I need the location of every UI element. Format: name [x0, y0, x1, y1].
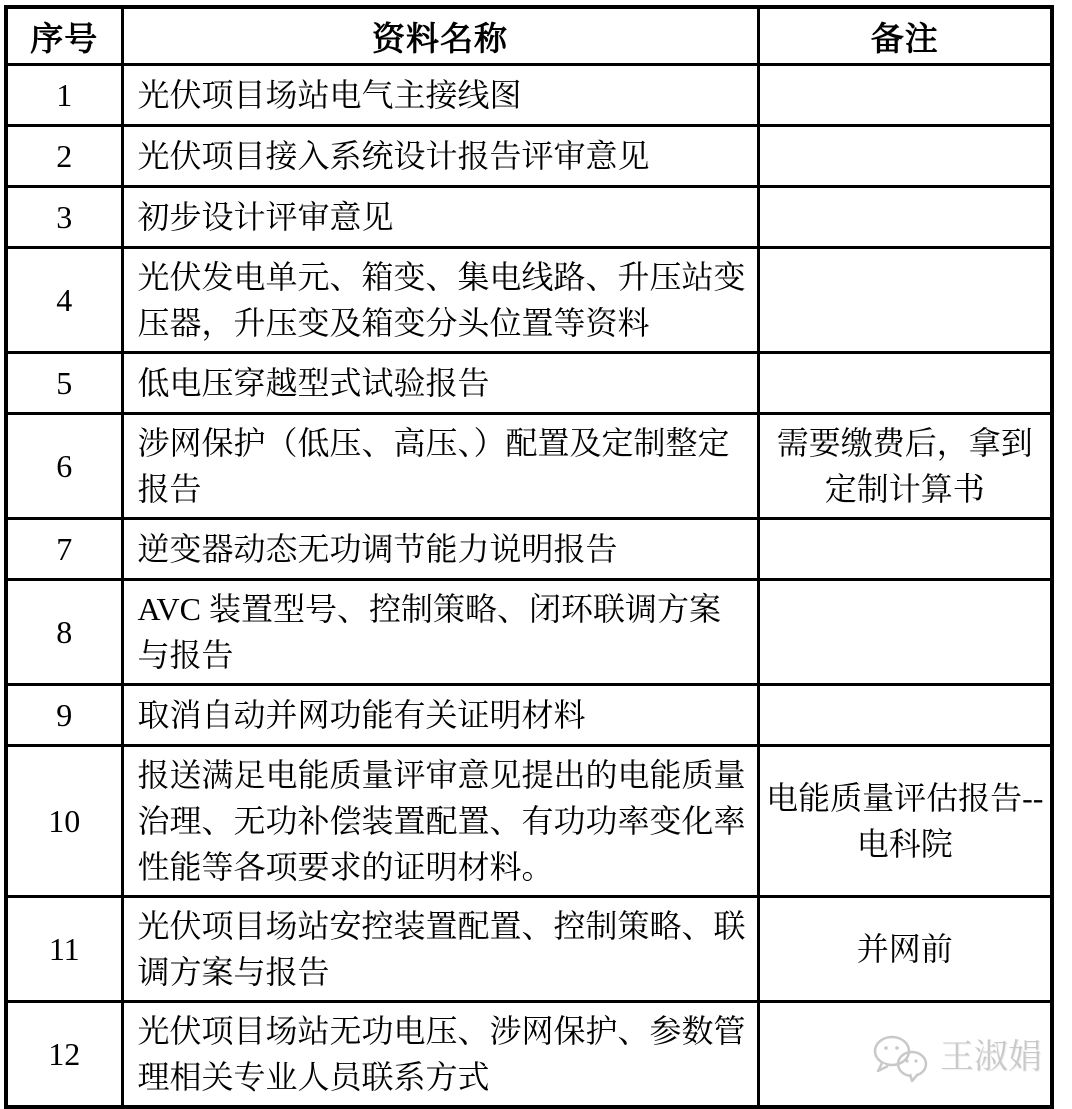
row-number-cell: 11	[6, 897, 122, 1002]
material-name-cell: 光伏项目场站无功电压、涉网保护、参数管理相关专业人员联系方式	[122, 1002, 758, 1108]
material-name-cell: 涉网保护（低压、高压、）配置及定制整定报告	[122, 414, 758, 519]
remark-text: 需要缴费后，拿到定制计算书	[776, 425, 1033, 507]
header-row	[6, 7, 1052, 65]
material-name-cell: 光伏项目场站安控装置配置、控制策略、联调方案与报告	[122, 897, 758, 1002]
material-name-cell: AVC 装置型号、控制策略、闭环联调方案与报告	[122, 580, 758, 685]
table-row	[6, 248, 1052, 353]
remark-cell	[758, 1002, 1052, 1108]
remark-cell	[758, 353, 1052, 414]
remark-cell	[758, 580, 1052, 685]
row-number-cell: 7	[6, 519, 122, 580]
remark-cell	[758, 685, 1052, 746]
material-name-cell: 初步设计评审意见	[122, 187, 758, 248]
remark-text: 并网前	[856, 931, 953, 967]
remark-cell	[758, 746, 1052, 897]
row-number-cell: 10	[6, 746, 122, 897]
column-header-remark: 备注	[758, 7, 1052, 65]
table-row	[6, 126, 1052, 187]
row-number-cell: 2	[6, 126, 122, 187]
watermark-text: 王淑娟	[940, 1039, 1042, 1076]
table-row	[6, 685, 1052, 746]
remark-cell	[758, 897, 1052, 1002]
material-name-cell: 逆变器动态无功调节能力说明报告	[122, 519, 758, 580]
materials-checklist-table	[4, 5, 1054, 1109]
row-number-cell: 3	[6, 187, 122, 248]
remark-cell	[758, 187, 1052, 248]
remark-cell	[758, 126, 1052, 187]
material-name-cell: 取消自动并网功能有关证明材料	[122, 685, 758, 746]
table-row	[6, 519, 1052, 580]
remark-cell	[758, 414, 1052, 519]
column-header-name: 资料名称	[122, 7, 758, 65]
row-number-cell: 6	[6, 414, 122, 519]
remark-text: 电能质量评估报告--电科院	[766, 780, 1044, 862]
column-header-no: 序号	[6, 7, 122, 65]
table-row	[6, 65, 1052, 126]
table-row	[6, 580, 1052, 685]
row-number-cell: 9	[6, 685, 122, 746]
remark-cell	[758, 519, 1052, 580]
remark-cell	[758, 248, 1052, 353]
wechat-icon	[870, 1033, 932, 1083]
table-row	[6, 897, 1052, 1002]
table-row	[6, 187, 1052, 248]
remark-cell	[758, 65, 1052, 126]
material-name-cell: 报送满足电能质量评审意见提出的电能质量治理、无功补偿装置配置、有功功率变化率性能等各项要求的证明材料。	[122, 746, 758, 897]
row-number-cell: 4	[6, 248, 122, 353]
material-name-cell: 光伏项目场站电气主接线图	[122, 65, 758, 126]
table-row	[6, 746, 1052, 897]
material-name-cell: 光伏项目接入系统设计报告评审意见	[122, 126, 758, 187]
row-number-cell: 12	[6, 1002, 122, 1108]
material-name-cell: 低电压穿越型式试验报告	[122, 353, 758, 414]
table-row	[6, 353, 1052, 414]
material-name-cell: 光伏发电单元、箱变、集电线路、升压站变压器，升压变及箱变分头位置等资料	[122, 248, 758, 353]
table-row	[6, 1002, 1052, 1108]
watermark	[870, 1033, 1042, 1083]
row-number-cell: 1	[6, 65, 122, 126]
table-row	[6, 414, 1052, 519]
row-number-cell: 5	[6, 353, 122, 414]
row-number-cell: 8	[6, 580, 122, 685]
